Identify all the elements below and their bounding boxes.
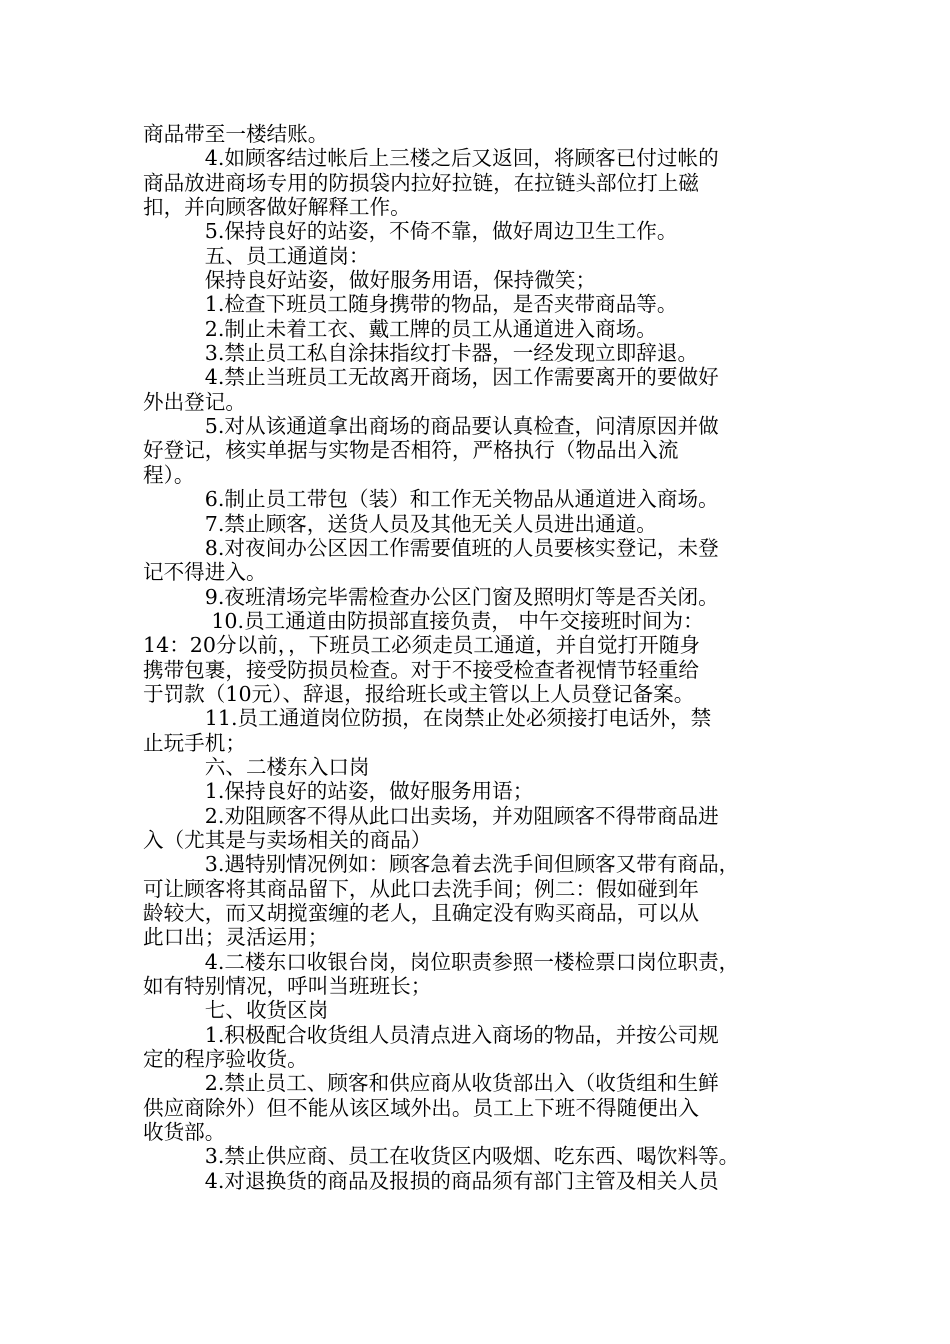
text-line: 2.禁止员工、顾客和供应商从收货部出入（收货组和生鲜	[143, 1071, 719, 1096]
text-line: 3.禁止员工私自涂抹指纹打卡器，一经发现立即辞退。	[143, 341, 699, 366]
text-line: 2.制止未着工衣、戴工牌的员工从通道进入商场。	[143, 316, 657, 341]
text-line: 9.夜班清场完毕需检查办公区门窗及照明灯等是否关闭。	[143, 584, 719, 609]
text-line: 记不得进入。	[143, 560, 267, 585]
text-line: 程）。	[143, 462, 195, 487]
text-line: 8.对夜间办公区因工作需要值班的人员要核实登记，未登	[143, 535, 719, 560]
text-line: 龄较大，而又胡搅蛮缠的老人，且确定没有购买商品，可以从	[143, 901, 700, 925]
text-line: 1.保持良好的站姿，做好服务用语；	[143, 779, 534, 804]
text-line: 10.员工通道由防损部直接负责， 中午交接班时间为：	[143, 608, 704, 633]
text-line: 7.禁止顾客，送货人员及其他无关人员进出通道。	[143, 511, 657, 536]
text-line: 2.劝阻顾客不得从此口出卖场，并劝阻顾客不得带商品进	[143, 803, 719, 828]
text-line: 携带包裹，接受防损员检查。对于不接受检查者视情节轻重给	[143, 657, 700, 682]
text-line: 入（尤其是与卖场相关的商品）	[143, 827, 432, 852]
text-line: 如有特别情况，呼叫当班班长；	[143, 974, 432, 999]
text-line: 商品放进商场专用的防损袋内拉好拉链，在拉链头部位打上磁	[143, 170, 700, 195]
text-line: 4.禁止当班员工无故离开商场，因工作需要离开的要做好	[143, 365, 719, 390]
text-line: 4.如顾客结过帐后上三楼之后又返回，将顾客已付过帐的	[143, 146, 719, 171]
text-line: 扣，并向顾客做好解释工作。	[143, 195, 411, 220]
text-line: 3.遇特别情况例如：顾客急着去洗手间但顾客又带有商品，	[143, 852, 740, 877]
text-line: 供应商除外）但不能从该区域外出。员工上下班不得随便出入	[143, 1095, 700, 1120]
text-line: 5.保持良好的站姿，不倚不靠，做好周边卫生工作。	[143, 219, 678, 244]
section-heading: 七、收货区岗	[143, 998, 329, 1023]
text-line: 外出登记。	[143, 389, 246, 414]
text-line: 收货部。	[143, 1120, 226, 1145]
text-line: 1.积极配合收货组人员清点进入商场的物品，并按公司规	[143, 1022, 719, 1047]
text-line: 4.二楼东口收银台岗，岗位职责参照一楼检票口岗位职责，	[143, 949, 740, 974]
text-line: 定的程序验收货。	[143, 1047, 308, 1072]
text-line: 5.对从该通道拿出商场的商品要认真检查，问清原因并做	[143, 414, 719, 439]
text-line: 此口出；灵活运用；	[143, 925, 329, 950]
text-line: 14：20分以前，，下班员工必须走员工通道，并自觉打开随身	[143, 633, 700, 658]
text-line: 保持良好站姿，做好服务用语，保持微笑；	[143, 268, 597, 293]
section-heading: 六、二楼东入口岗	[143, 754, 370, 779]
document-body	[143, 122, 808, 1193]
text-line: 好登记，核实单据与实物是否相符，严格执行（物品出入流	[143, 438, 679, 463]
text-line: 1.检查下班员工随身携带的物品，是否夹带商品等。	[143, 292, 678, 317]
text-line: 11.员工通道岗位防损，在岗禁止处必须接打电话外，禁	[143, 706, 712, 731]
section-heading: 五、员工通道岗：	[143, 243, 370, 268]
text-line: 可让顾客将其商品留下，从此口去洗手间；例二：假如碰到年	[143, 876, 700, 901]
text-line: 于罚款（10元）、辞退，报给班长或主管以上人员登记备案。	[143, 681, 695, 706]
text-line: 止玩手机；	[143, 730, 246, 755]
text-line: 商品带至一楼结账。	[143, 122, 329, 146]
text-line: 6.制止员工带包（装）和工作无关物品从通道进入商场。	[143, 487, 719, 512]
text-line: 4.对退换货的商品及报损的商品须有部门主管及相关人员	[143, 1168, 719, 1193]
text-line: 3.禁止供应商、员工在收货区内吸烟、吃东西、喝饮料等。	[143, 1144, 740, 1169]
